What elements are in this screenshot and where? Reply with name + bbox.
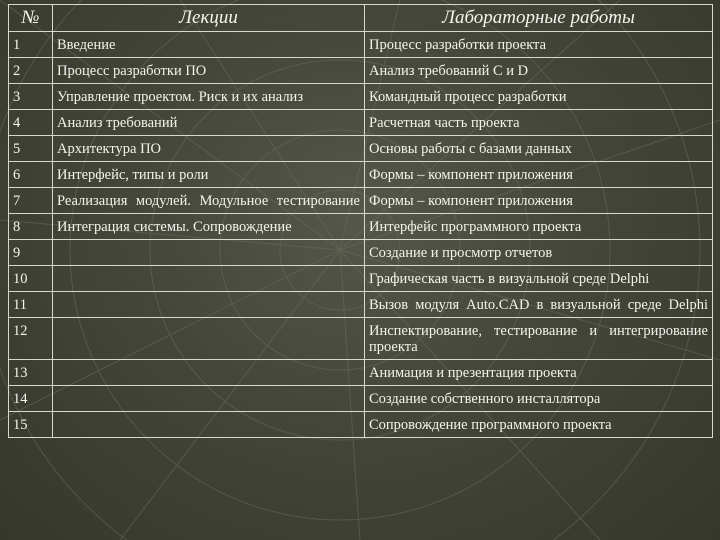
lab-cell: Анализ требований С и D — [365, 58, 713, 84]
table-row — [9, 58, 713, 84]
table-row — [9, 214, 713, 240]
lab-cell: Инспектирование, тестирование и интегрирование проекта — [365, 318, 713, 360]
row-number: 10 — [9, 266, 53, 292]
row-number: 9 — [9, 240, 53, 266]
lecture-cell: Архитектура ПО — [53, 136, 365, 162]
lab-cell: Анимация и презентация проекта — [365, 360, 713, 386]
row-number: 8 — [9, 214, 53, 240]
lecture-cell: Интеграция системы. Сопровождение — [53, 214, 365, 240]
lab-cell: Формы – компонент приложения — [365, 188, 713, 214]
lecture-cell: Управление проектом. Риск и их анализ — [53, 84, 365, 110]
lab-cell: Основы работы с базами данных — [365, 136, 713, 162]
table-row — [9, 318, 713, 360]
row-number: 14 — [9, 386, 53, 412]
header-labs: Лабораторные работы — [365, 5, 713, 32]
lecture-cell — [53, 318, 365, 360]
table-row — [9, 84, 713, 110]
lab-cell: Вызов модуля Auto.CAD в визуальной среде Delphi — [365, 292, 713, 318]
table-row — [9, 266, 713, 292]
table-row — [9, 32, 713, 58]
table-row — [9, 412, 713, 438]
lecture-cell — [53, 266, 365, 292]
row-number: 11 — [9, 292, 53, 318]
lecture-cell: Введение — [53, 32, 365, 58]
table-row — [9, 188, 713, 214]
table-row — [9, 360, 713, 386]
table-row — [9, 240, 713, 266]
header-row — [9, 5, 713, 32]
row-number: 6 — [9, 162, 53, 188]
row-number: 1 — [9, 32, 53, 58]
lab-cell: Сопровождение программного проекта — [365, 412, 713, 438]
table-row — [9, 162, 713, 188]
row-number: 12 — [9, 318, 53, 360]
lab-cell: Командный процесс разработки — [365, 84, 713, 110]
header-number: № — [9, 5, 53, 32]
row-number: 2 — [9, 58, 53, 84]
lecture-cell — [53, 360, 365, 386]
lecture-cell — [53, 292, 365, 318]
lecture-cell — [53, 412, 365, 438]
lecture-cell: Анализ требований — [53, 110, 365, 136]
table-row — [9, 136, 713, 162]
row-number: 5 — [9, 136, 53, 162]
lab-cell: Расчетная часть проекта — [365, 110, 713, 136]
lab-cell: Создание собственного инсталлятора — [365, 386, 713, 412]
lab-cell: Интерфейс программного проекта — [365, 214, 713, 240]
table-row — [9, 110, 713, 136]
row-number: 7 — [9, 188, 53, 214]
lab-cell: Процесс разработки проекта — [365, 32, 713, 58]
table-row — [9, 292, 713, 318]
lab-cell: Формы – компонент приложения — [365, 162, 713, 188]
schedule-table — [8, 4, 713, 438]
lab-cell: Создание и просмотр отчетов — [365, 240, 713, 266]
lecture-cell: Реализация модулей. Модульное тестирование — [53, 188, 365, 214]
row-number: 15 — [9, 412, 53, 438]
row-number: 4 — [9, 110, 53, 136]
header-lectures: Лекции — [53, 5, 365, 32]
row-number: 13 — [9, 360, 53, 386]
lab-cell: Графическая часть в визуальной среде Delphi — [365, 266, 713, 292]
lecture-cell — [53, 240, 365, 266]
row-number: 3 — [9, 84, 53, 110]
table-row — [9, 386, 713, 412]
lecture-cell: Процесс разработки ПО — [53, 58, 365, 84]
lecture-cell: Интерфейс, типы и роли — [53, 162, 365, 188]
lecture-cell — [53, 386, 365, 412]
